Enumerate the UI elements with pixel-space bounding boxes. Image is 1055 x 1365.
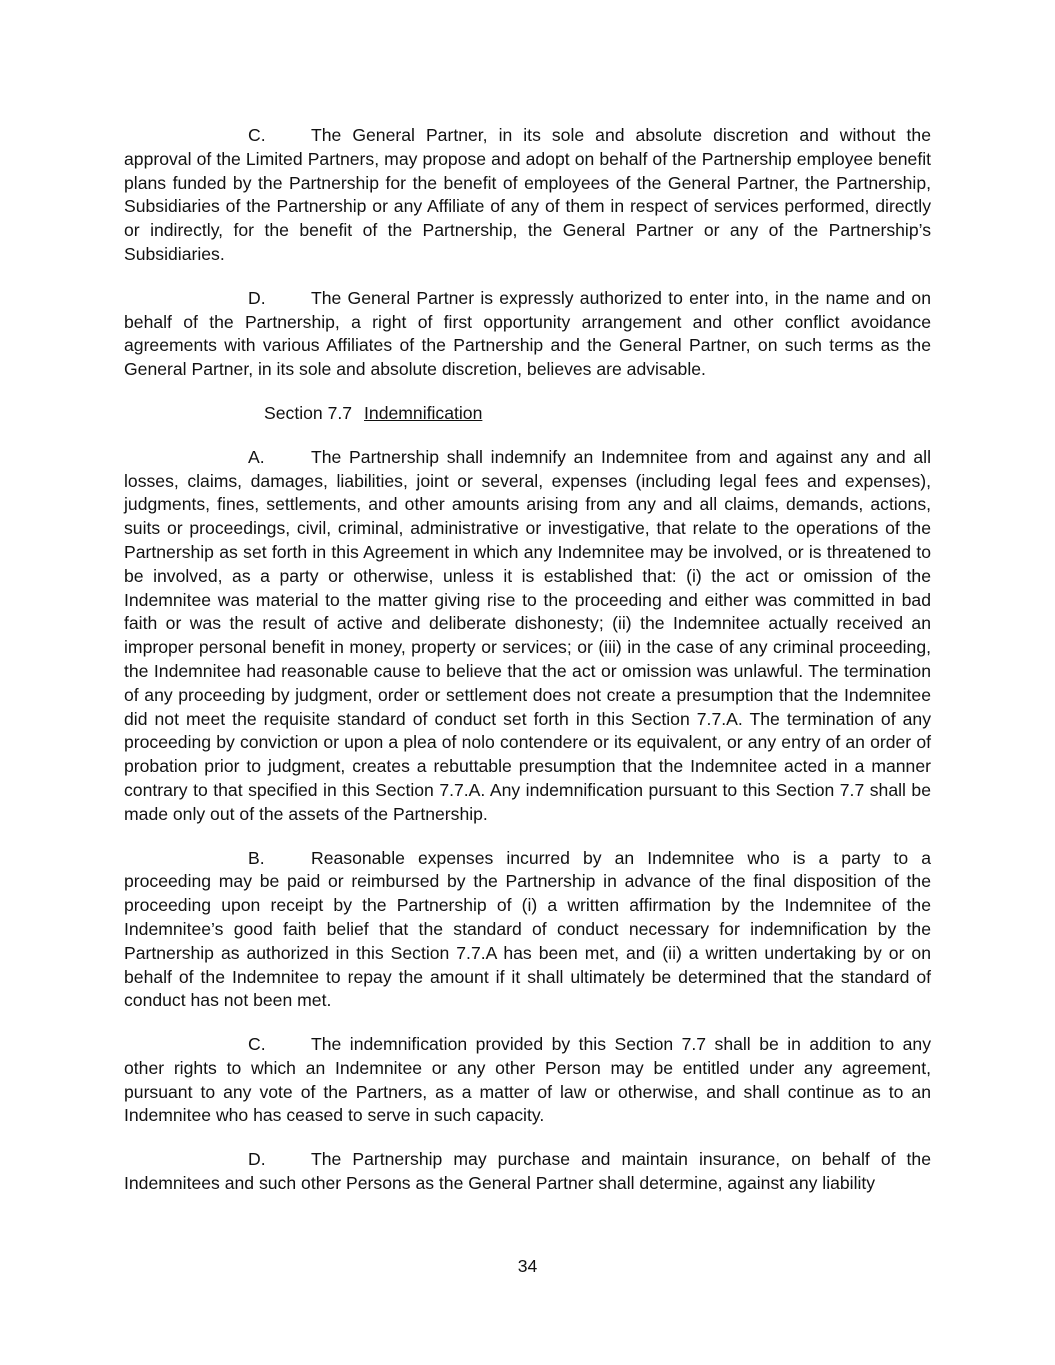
paragraph-label: D. [248,287,266,308]
paragraph-text: The Partnership may purchase and maintain insurance, on behalf of the Indemnitees and such other Persons as the General Partner shall determine, against any liability [124,1149,931,1194]
paragraph-text: Reasonable expenses incurred by an Indemnitee who is a party to a proceeding may be paid or reimbursed by the Partnership in advance of the final disposition of the proceeding upon receipt by the Partnership of (i) a written affirmation by the Indemnitee of the Indemnitee’s good faith belief that the standard of conduct necessary for indemnification by the Partnership as authorized in this Section 7.7.A has been met, and (ii) a written undertaking by or on behalf of the Indemnitee to repay the amount if it shall ultimately be determined that the standard of conduct has not been met. [124,847,931,1011]
paragraph-label: B. [248,847,265,868]
paragraph-text: The Partnership shall indemnify an Indemnitee from and against any and all losses, claims, damages, liabilities, joint or several, expenses (including legal fees and expenses), judgments, fines, settlements, and other amounts arising from any and all claims, demands, actions, suits or proceedings, civil, criminal, administrative or investigative, that relate to the operations of the Partnership as set forth in this Agreement in which any Indemnitee may be involved, or is threatened to be involved, as a party or otherwise, unless it is established that: (i) the act or omission of the Indemnitee was material to the matter giving rise to the proceeding and either was committed in bad faith or was the result of active and deliberate dishonesty; (ii) the Indemnitee actually received an improper personal benefit in money, property or services; or (iii) in the case of any criminal proceeding, the Indemnitee had reasonable cause to believe that the act or omission was unlawful. The termination of any proceeding by judgment, order or settlement does not create a presumption that the Indemnitee did not meet the requisite standard of conduct set forth in this Section 7.7.A. The termination of any proceeding by conviction or upon a plea of nolo contendere or its equivalent, or any entry of an order of probation prior to judgment, creates a rebuttable presumption that the Indemnitee acted in a manner contrary to that specified in this Section 7.7.A. Any indemnification pursuant to this Section 7.7 shall be made only out of the assets of the Partnership. [124,446,931,824]
paragraph-label: A. [248,446,265,467]
paragraph-c-benefit-plans [124,124,931,267]
paragraph-d-conflict-avoidance [124,287,931,382]
paragraph-b-expenses [124,847,931,1014]
paragraph-label: C. [248,125,266,145]
paragraph-c-additional-rights [124,1033,931,1128]
document-page [124,124,931,1216]
page-number: 34 [517,1256,538,1276]
paragraph-a-indemnify [124,446,931,827]
section-title: Indemnification [364,402,483,423]
paragraph-text: The General Partner is expressly authorized to enter into, in the name and on behalf of the Partnership, a right of first opportunity arrangement and other conflict avoidance agreements with various Affiliates of the Partnership and the General Partner, on such terms as the General Partner, in its sole and absolute discretion, believes are advisable. [124,287,931,380]
section-number: Section 7.7 [264,402,353,423]
paragraph-label: C. [248,1034,266,1055]
section-heading [264,402,931,426]
paragraph-d-insurance [124,1148,931,1196]
paragraph-label: D. [248,1149,266,1170]
paragraph-text: The General Partner, in its sole and absolute discretion and without the approval of the Limited Partners, may propose and adopt on behalf of the Partnership employee benefit plans funded by the Partnership for the benefit of employees of the General Partner, the Partnership, Subsidiaries of the Partnership or any Affiliate of any of them in respect of services performed, directly or indirectly, for the benefit of the Partnership, the General Partner or any of the Partnership’s Subsidiaries. [124,125,931,264]
paragraph-text: The indemnification provided by this Section 7.7 shall be in addition to any other rights to which an Indemnitee or any other Person may be entitled under any agreement, pursuant to any vote of the Partners, as a matter of law or otherwise, and shall continue as to an Indemnitee who has ceased to serve in such capacity. [124,1034,931,1126]
